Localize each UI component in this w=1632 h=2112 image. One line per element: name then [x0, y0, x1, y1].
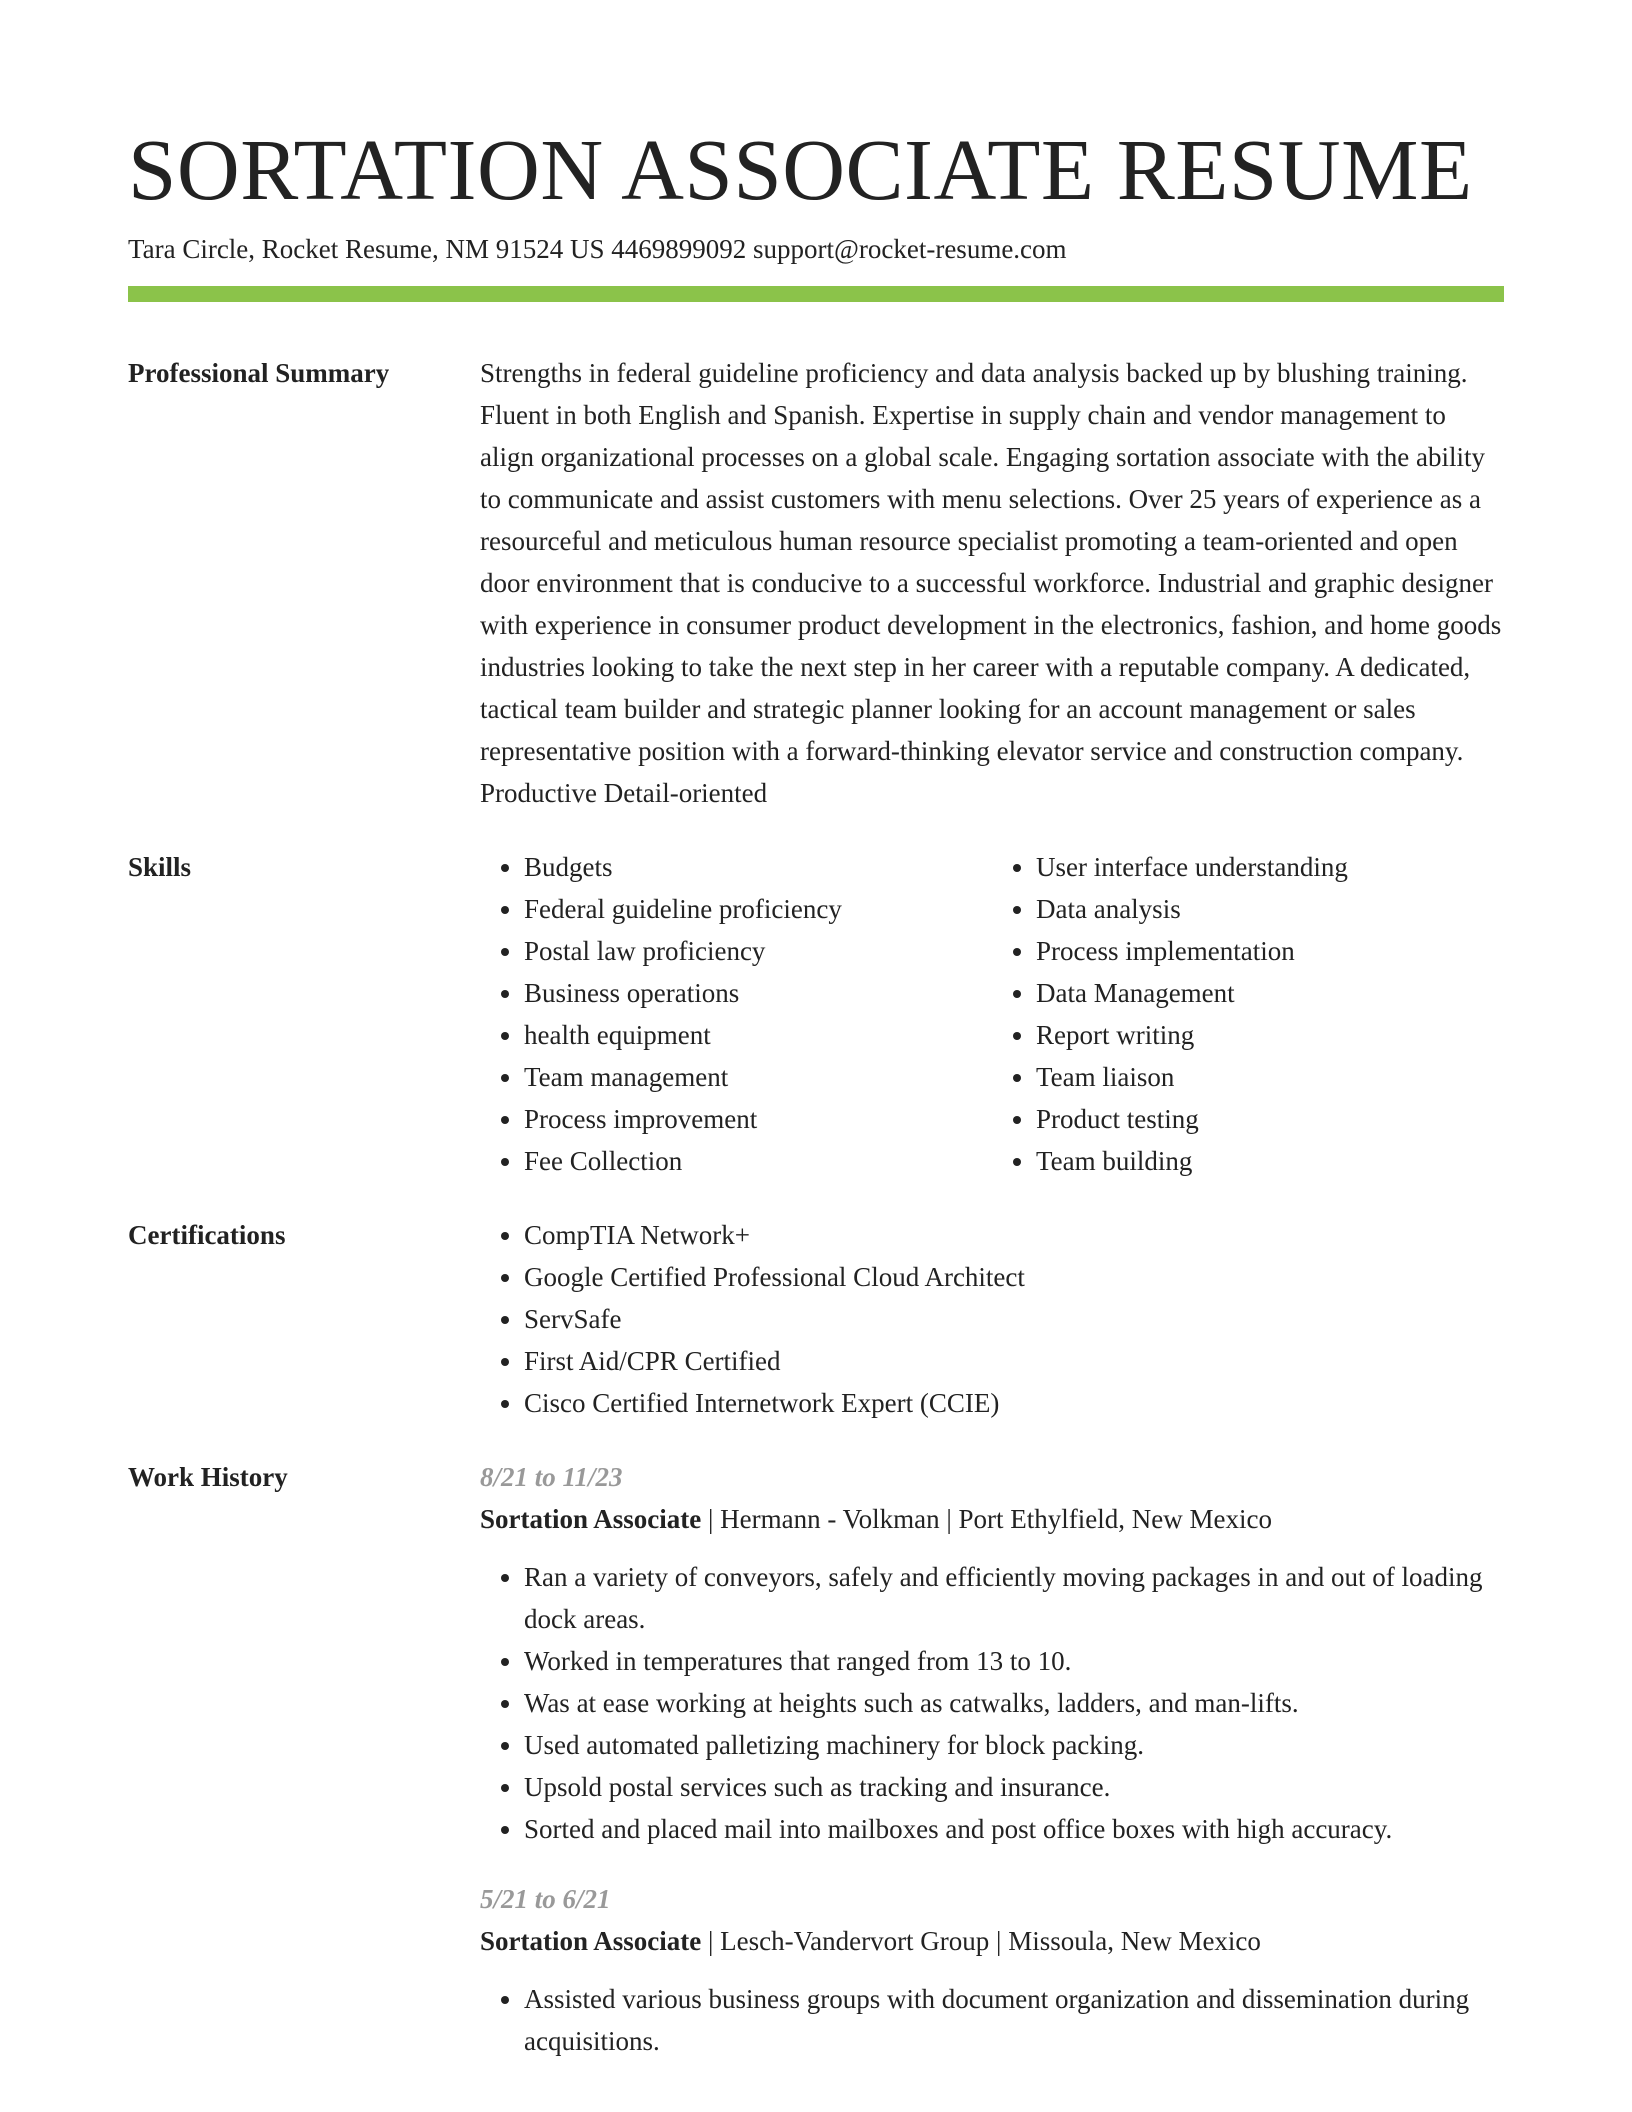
- job-bullet: • Ran a variety of conveyors, safely and efficiently moving packages in and out of loading dock areas.: [524, 1556, 1504, 1640]
- job-entry: [480, 1878, 1504, 2062]
- skill-item: • Report writing: [1036, 1014, 1504, 1056]
- skill-item: • Process improvement: [524, 1098, 992, 1140]
- skill-item: • Team building: [1036, 1140, 1504, 1182]
- certifications-list: [480, 1214, 1504, 1424]
- skills-list-right: [992, 846, 1504, 1182]
- job-title-line: [480, 1920, 1504, 1962]
- job-title: Sortation Associate: [480, 1926, 702, 1956]
- skills-heading: Skills: [128, 852, 192, 882]
- job-bullets: [480, 1556, 1504, 1850]
- certification-item: • First Aid/CPR Certified: [524, 1340, 1504, 1382]
- job-title: Sortation Associate: [480, 1504, 702, 1534]
- work-history-section: [128, 1456, 1504, 2062]
- job-bullet: • Used automated palletizing machinery for block packing.: [524, 1724, 1504, 1766]
- skill-item: • Business operations: [524, 972, 992, 1014]
- resume-page: [128, 120, 1504, 2062]
- skill-item: • Fee Collection: [524, 1140, 992, 1182]
- job-bullet: • Worked in temperatures that ranged from 13 to 10.: [524, 1640, 1504, 1682]
- skill-item: • Budgets: [524, 846, 992, 888]
- skill-item: • Data Management: [1036, 972, 1504, 1014]
- job-bullet: • Upsold postal services such as tracking and insurance.: [524, 1766, 1504, 1808]
- job-bullets: [480, 1978, 1504, 2062]
- job-bullet: • Was at ease working at heights such as catwalks, ladders, and man-lifts.: [524, 1682, 1504, 1724]
- skill-item: • health equipment: [524, 1014, 992, 1056]
- skill-item: • Postal law proficiency: [524, 930, 992, 972]
- job-bullet: • Assisted various business groups with document organization and dissemination during acquisitions.: [524, 1978, 1504, 2062]
- job-employer-location: | Lesch-Vandervort Group | Missoula, New Mexico: [701, 1926, 1261, 1956]
- skill-item: • User interface understanding: [1036, 846, 1504, 888]
- job-title-line: [480, 1498, 1504, 1540]
- certification-item: • ServSafe: [524, 1298, 1504, 1340]
- certification-item: • Cisco Certified Internetwork Expert (CCIE): [524, 1382, 1504, 1424]
- job-employer-location: | Hermann - Volkman | Port Ethylfield, New Mexico: [701, 1504, 1272, 1534]
- skills-section: [128, 846, 1504, 1182]
- job-dates: 8/21 to 11/23: [480, 1462, 623, 1492]
- skill-item: • Team liaison: [1036, 1056, 1504, 1098]
- summary-text: Strengths in federal guideline proficiency and data analysis backed up by blushing training. Fluent in both English and Spanish. Expertise in supply chain and vendor management to align organizational processes on a global scale. Engaging sortation associate with the ability to communicate and assist customers with menu selections. Over 25 years of experience as a resourceful and meticulous human resource specialist promoting a team-oriented and open door environment that is conducive to a successful workforce. Industrial and graphic designer with experience in consumer product development in the electronics, fashion, and home goods industries looking to take the next step in her career with a reputable company. A dedicated, tactical team builder and strategic planner looking for an account management or sales representative position with a forward-thinking elevator service and construction company. Productive Detail-oriented: [480, 358, 1502, 808]
- job-entry: [480, 1456, 1504, 1850]
- summary-section: [128, 352, 1504, 814]
- job-dates: 5/21 to 6/21: [480, 1884, 611, 1914]
- resume-title: SORTATION ASSOCIATE RESUME: [128, 121, 1473, 218]
- contact-line: Tara Circle, Rocket Resume, NM 91524 US 4469899092 support@rocket-resume.com: [128, 234, 1067, 264]
- certifications-heading: Certifications: [128, 1220, 286, 1250]
- skills-list-left: [480, 846, 992, 1182]
- certification-item: • Google Certified Professional Cloud Architect: [524, 1256, 1504, 1298]
- skill-item: • Federal guideline proficiency: [524, 888, 992, 930]
- skill-item: • Team management: [524, 1056, 992, 1098]
- certification-item: • CompTIA Network+: [524, 1214, 1504, 1256]
- skill-item: • Data analysis: [1036, 888, 1504, 930]
- certifications-section: [128, 1214, 1504, 1424]
- work-history-heading: Work History: [128, 1462, 288, 1492]
- skill-item: • Process implementation: [1036, 930, 1504, 972]
- summary-heading: Professional Summary: [128, 358, 390, 388]
- job-bullet: • Sorted and placed mail into mailboxes and post office boxes with high accuracy.: [524, 1808, 1504, 1850]
- skill-item: • Product testing: [1036, 1098, 1504, 1140]
- accent-divider: [128, 286, 1504, 302]
